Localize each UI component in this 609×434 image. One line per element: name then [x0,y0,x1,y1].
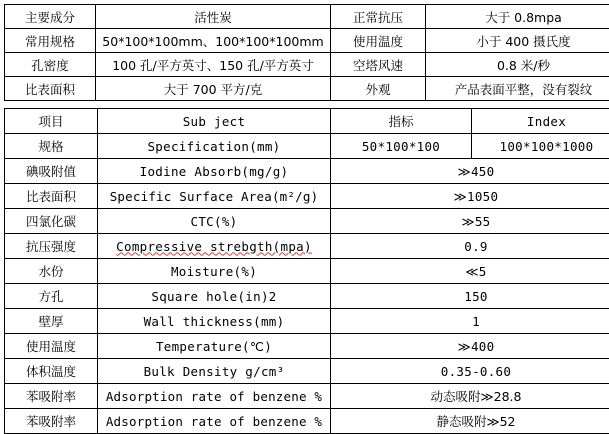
property-value: 大于 0.8mpa [426,5,609,29]
table-row [5,384,609,409]
column-header-item: 项目 [5,109,98,134]
row-subject: Bulk Density g/cm³ [98,359,331,384]
row-label: 使用温度 [5,334,98,359]
row-value: ≪5 [331,259,609,284]
row-value: 静态吸附≫52 [331,409,609,434]
table-row [5,29,609,53]
table-row [5,359,609,384]
row-label: 苯吸附率 [5,409,98,434]
row-subject: Adsorption rate of benzene % [98,409,331,434]
row-label: 体积温度 [5,359,98,384]
table-header-row [5,109,609,134]
row-label: 方孔 [5,284,98,309]
row-label: 比表面积 [5,184,98,209]
property-value: 50*100*100mm、100*100*100mm [96,29,331,53]
row-label: 四氯化碳 [5,209,98,234]
table-row [5,159,609,184]
row-indicator: 50*100*100 [331,134,472,159]
property-label: 使用温度 [331,29,426,53]
row-index: 100*100*1000 [472,134,609,159]
row-subject: Specification(mm) [98,134,331,159]
table-row [5,209,609,234]
row-value: 0.35-0.60 [331,359,609,384]
property-value: 活性炭 [96,5,331,29]
table-row [5,53,609,77]
table-row [5,134,609,159]
row-subject: Specific Surface Area(m²/g) [98,184,331,209]
row-subject: Adsorption rate of benzene % [98,384,331,409]
row-subject: CTC(%) [98,209,331,234]
column-header-subject: Sub ject [98,109,331,134]
property-value: 小于 400 摄氏度 [426,29,609,53]
row-subject: Moisture(%) [98,259,331,284]
row-label: 壁厚 [5,309,98,334]
properties-table [4,4,609,101]
table-spacer [4,101,605,108]
column-header-indicator: 指标 [331,109,472,134]
table-row [5,259,609,284]
row-value: ≫400 [331,334,609,359]
property-label: 比表面积 [5,77,96,101]
table-row [5,309,609,334]
property-label: 主要成分 [5,5,96,29]
table-row [5,184,609,209]
property-label: 孔密度 [5,53,96,77]
property-label: 外观 [331,77,426,101]
specification-table-body [5,109,609,434]
row-subject: Compressive strebgth(mpa) [98,234,331,259]
row-label: 碘吸附值 [5,159,98,184]
row-subject: Square hole(in)2 [98,284,331,309]
property-label: 空塔风速 [331,53,426,77]
properties-table-body [5,5,609,101]
row-value: 0.9 [331,234,609,259]
row-label: 抗压强度 [5,234,98,259]
table-row [5,77,609,101]
row-value: ≫450 [331,159,609,184]
table-row [5,284,609,309]
row-value: ≫55 [331,209,609,234]
column-header-index: Index [472,109,609,134]
property-value: 大于 700 平方/克 [96,77,331,101]
row-value: 动态吸附≫28.8 [331,384,609,409]
row-subject: Temperature(℃) [98,334,331,359]
row-subject: Wall thickness(mm) [98,309,331,334]
specification-table [4,108,609,434]
table-row [5,334,609,359]
row-subject: Iodine Absorb(mg/g) [98,159,331,184]
property-value: 0.8 米/秒 [426,53,609,77]
property-value: 产品表面平整，没有裂纹 [426,77,609,101]
table-row [5,234,609,259]
row-label: 苯吸附率 [5,384,98,409]
property-value: 100 孔/平方英寸、150 孔/平方英寸 [96,53,331,77]
row-value: 1 [331,309,609,334]
row-label: 水份 [5,259,98,284]
row-label: 规格 [5,134,98,159]
row-value: 150 [331,284,609,309]
property-label: 正常抗压 [331,5,426,29]
property-label: 常用规格 [5,29,96,53]
row-value: ≫1050 [331,184,609,209]
table-row [5,409,609,434]
table-row [5,5,609,29]
